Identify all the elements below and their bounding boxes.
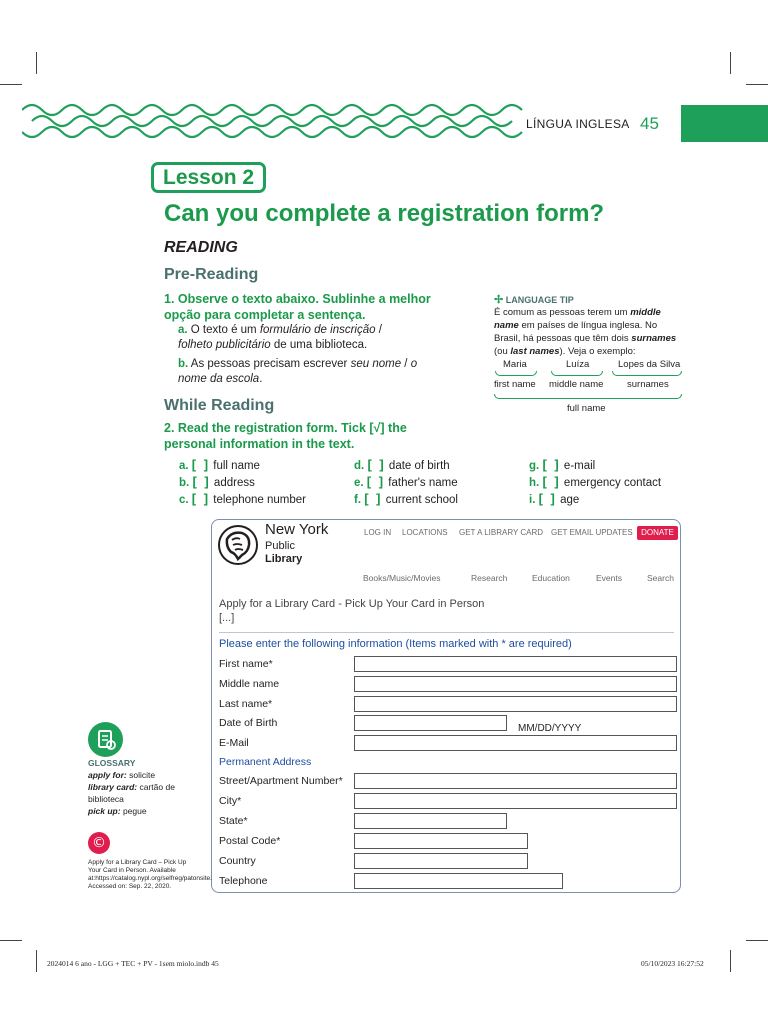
middle-name-label: Middle name xyxy=(219,678,280,690)
library-name-line2: Public xyxy=(265,540,295,552)
city-input[interactable] xyxy=(354,793,677,809)
telephone-input[interactable] xyxy=(354,873,563,889)
lion-logo-icon xyxy=(218,525,258,569)
option-e[interactable]: e. [ ] father's name xyxy=(354,474,458,489)
option-d[interactable]: d. [ ] date of birth xyxy=(354,457,450,472)
page-tab xyxy=(681,105,768,142)
lesson-label: Lesson 2 xyxy=(163,166,255,189)
nav-research[interactable]: Research xyxy=(471,573,508,583)
nav-log-in[interactable]: LOG IN xyxy=(364,528,392,537)
street-input[interactable] xyxy=(354,773,677,789)
example-part-1: first name xyxy=(494,379,536,390)
date-of-birth-input[interactable] xyxy=(354,715,507,731)
lesson-badge xyxy=(151,162,266,193)
crop-mark xyxy=(730,52,731,74)
glossary: GLOSSARY apply for: solicite library card: cartão de biblioteca pick up: pegue xyxy=(88,758,175,816)
first-name-input[interactable] xyxy=(354,656,677,672)
crop-mark xyxy=(746,84,768,85)
brace xyxy=(612,371,682,376)
example-part-3: surnames xyxy=(627,379,669,390)
example-part-2: middle name xyxy=(549,379,604,390)
nav-get-library-card[interactable]: GET A LIBRARY CARD xyxy=(459,528,544,537)
option-h[interactable]: h. [ ] emergency contact xyxy=(529,474,662,489)
last-name-input[interactable] xyxy=(354,696,677,712)
donate-button[interactable]: DONATE xyxy=(637,526,678,540)
example-name-1: Maria xyxy=(503,359,527,370)
item-a: a. O texto é um formulário de inscrição / folheto publicitário de uma biblioteca. xyxy=(178,324,382,351)
glossary-icon xyxy=(88,722,123,757)
crop-mark xyxy=(0,84,22,85)
address-heading: Permanent Address xyxy=(219,756,312,768)
library-name-line3: Library xyxy=(265,553,303,565)
copyright-icon: © xyxy=(88,832,110,854)
email-label: E-Mail xyxy=(219,737,249,749)
crop-mark xyxy=(730,950,731,972)
crop-mark xyxy=(36,52,37,74)
print-slug-right: 05/10/2023 16:27:52 xyxy=(641,959,704,968)
country-input[interactable] xyxy=(354,853,528,869)
crop-mark xyxy=(36,950,37,972)
form-instruction: Please enter the following information (Items marked with * are required) xyxy=(219,638,572,650)
date-of-birth-label: Date of Birth xyxy=(219,717,278,729)
example-name-3: Lopes da Silva xyxy=(618,359,681,370)
last-name-label: Last name* xyxy=(219,698,273,710)
brace xyxy=(551,371,603,376)
city-label: City* xyxy=(219,795,242,807)
option-g[interactable]: g. [ ] e-mail xyxy=(529,457,596,472)
brace xyxy=(494,394,682,399)
nav-education[interactable]: Education xyxy=(532,573,570,583)
crop-mark xyxy=(0,940,22,941)
email-input[interactable] xyxy=(354,735,677,751)
item-b: b. As pessoas precisam escrever seu nome / o nome da escola. xyxy=(178,358,418,385)
section-heading: READING xyxy=(164,239,238,256)
option-c[interactable]: c. [ ] telephone number xyxy=(179,491,306,506)
option-i[interactable]: i. [ ] age xyxy=(529,491,580,506)
language-tip-text: É comum as pessoas terem um middle name em países de língua inglesa. No Brasil, há pessoas que têm dois surnames (ou last names). Veja o exemplo: xyxy=(494,307,677,357)
postal-code-label: Postal Code* xyxy=(219,835,281,847)
divider xyxy=(219,632,674,633)
crop-mark xyxy=(746,940,768,941)
option-f[interactable]: f. [ ] current school xyxy=(354,491,458,506)
date-format-hint: MM/DD/YYYY xyxy=(518,723,582,734)
state-input[interactable] xyxy=(354,813,507,829)
nav-locations[interactable]: LOCATIONS xyxy=(402,528,448,537)
question-1: 1. Observe o texto abaixo. Sublinhe a melhor opção para completar a sentença. xyxy=(164,292,431,322)
option-a[interactable]: a. [ ] full name xyxy=(179,457,260,472)
language-tip-heading: ✢ LANGUAGE TIP xyxy=(494,294,574,306)
example-name-2: Luíza xyxy=(566,359,590,370)
country-label: Country xyxy=(219,855,256,867)
page-number: 45 xyxy=(640,114,659,133)
state-label: State* xyxy=(219,815,248,827)
library-name-line1: New York xyxy=(265,521,329,538)
postal-code-input[interactable] xyxy=(354,833,528,849)
ellipsis: [...] xyxy=(219,612,235,624)
source-credit: Apply for a Library Card – Pick Up Your Card in Person. Available at:https://catalog.nypl.org/selfreg/patonsite. Accessed on: Sep. 22, 2020. xyxy=(88,859,212,890)
option-b[interactable]: b. [ ] address xyxy=(179,474,255,489)
plus-icon: ✢ xyxy=(494,294,504,306)
nav-search[interactable]: Search xyxy=(647,573,674,583)
subject-label: LÍNGUA INGLESA xyxy=(526,117,630,131)
brace xyxy=(495,371,537,376)
middle-name-input[interactable] xyxy=(354,676,677,692)
street-label: Street/Apartment Number* xyxy=(219,775,343,787)
nav-books[interactable]: Books/Music/Movies xyxy=(363,573,441,583)
question-2: 2. Read the registration form. Tick [√] the personal information in the text. xyxy=(164,421,407,451)
first-name-label: First name* xyxy=(219,658,273,670)
pre-reading-heading: Pre-Reading xyxy=(164,266,259,283)
nav-events[interactable]: Events xyxy=(596,573,622,583)
while-reading-heading: While Reading xyxy=(164,397,275,414)
telephone-label: Telephone xyxy=(219,875,268,887)
form-title: Apply for a Library Card - Pick Up Your Card in Person xyxy=(219,598,485,610)
page-title: Can you complete a registration form? xyxy=(164,200,605,227)
example-full-name: full name xyxy=(567,403,606,414)
nav-email-updates[interactable]: GET EMAIL UPDATES xyxy=(551,528,633,537)
print-slug-left: 2024014 6 ano - LGG + TEC + PV - 1sem miolo.indb 45 xyxy=(47,959,219,968)
